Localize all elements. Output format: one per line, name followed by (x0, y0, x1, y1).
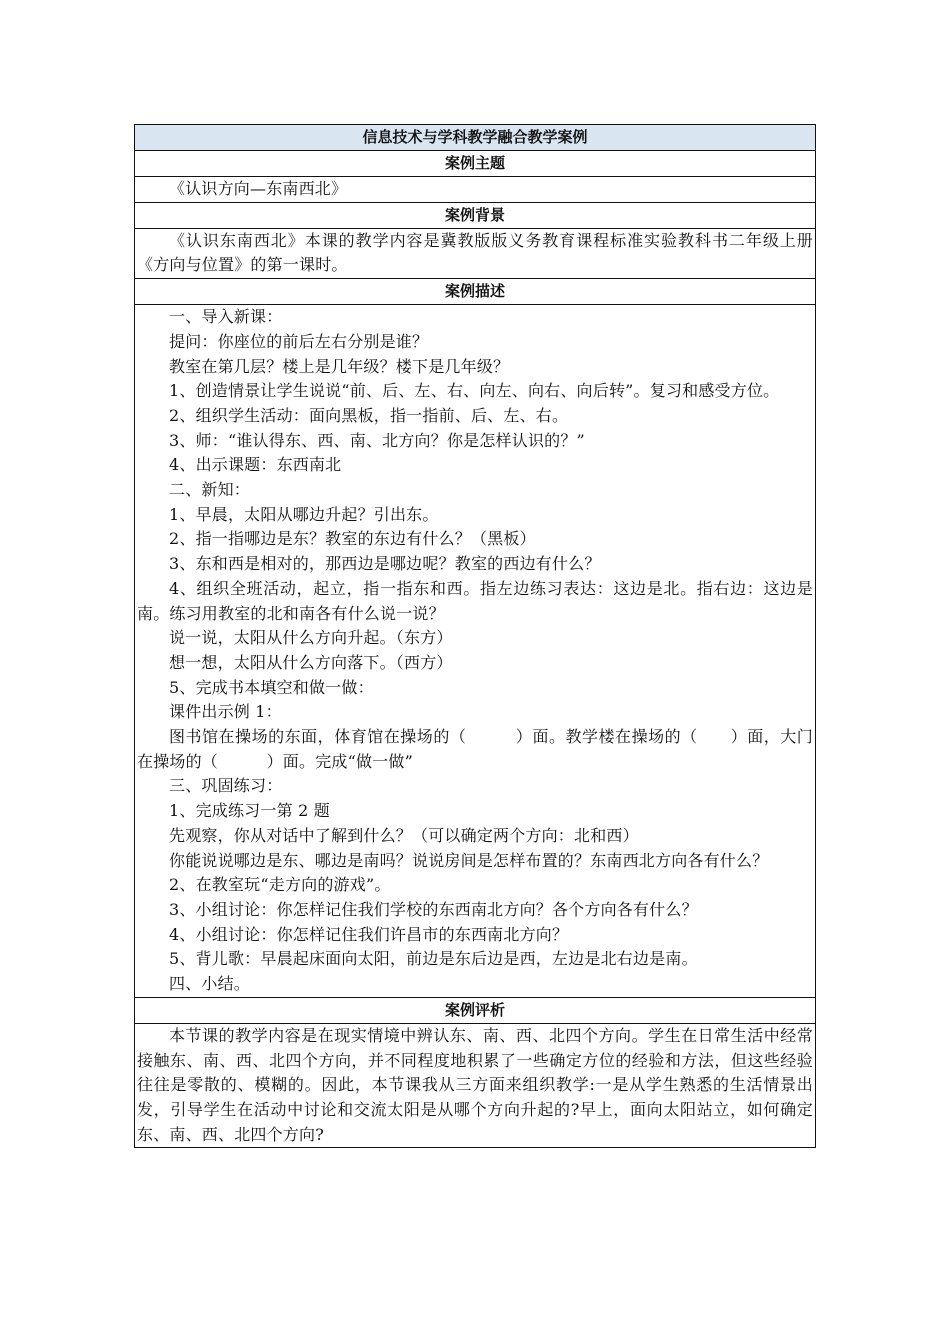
section-heading-row (135, 151, 816, 177)
section-heading-row (135, 202, 816, 228)
paragraph: 3、东和西是相对的，那西边是哪边呢？教室的西边有什么？ (169, 554, 601, 574)
section-heading-theme: 案例主题 (135, 151, 816, 177)
section-body-row (135, 228, 816, 278)
title-row (135, 125, 816, 151)
paragraph: 《认识东南西北》本课的教学内容是冀教版版义务教育课程标准实验教科书二年级上册《方向与位置》的第一课时。 (137, 230, 813, 275)
paragraph: 4、出示课题：东西南北 (169, 455, 342, 475)
section-heading-description: 案例描述 (135, 279, 816, 305)
paragraph: 1、早晨，太阳从哪边升起？引出东。 (169, 504, 439, 524)
section-heading-row (135, 279, 816, 305)
paragraph: 4、组织全班活动，起立，指一指东和西。指左边练习表达：这边是北。指右边：这边是南。练习用教室的北和南各有什么说一说？ (137, 578, 813, 623)
paragraph: 说一说，太阳从什么方向升起。（东方） (169, 628, 453, 648)
paragraph: 四、小结。 (169, 974, 251, 994)
section-body-row (135, 305, 816, 998)
paragraph: 二、新知： (169, 480, 251, 500)
paragraph: 图书馆在操场的东面，体育馆在操场的（ ）面。教学楼在操场的（ ）面，大门在操场的（ ）面。完成“做一做” (137, 727, 813, 771)
paragraph: 本节课的教学内容是在现实情境中辨认东、南、西、北四个方向。学生在日常生活中经常接触东、南、西、北四个方向，并不同程度地积累了一些确定方位的经验和方法，但这些经验往往是零散的、模糊的。因此，本节课我从三方面来组织教学:一是从学生熟悉的生活情景出发，引导学生在活动中讨论和交流太阳是从哪个方向升起的?早上，面向太阳站立，如何确定东、南、西、北四个方向? (137, 1025, 813, 1144)
paragraph: 5、背儿歌：早晨起床面向太阳，前边是东后边是西，左边是北右边是南。 (169, 949, 698, 969)
case-table (134, 124, 816, 1148)
paragraph: 1、完成练习一第 2 题 (169, 801, 330, 821)
paragraph: 3、师：“谁认得东、西、南、北方向？你是怎样认识的？” (169, 430, 585, 450)
paragraph: 提问：你座位的前后左右分别是谁？ (169, 331, 429, 351)
paragraph: 三、巩固练习： (169, 776, 283, 796)
paragraph: 2、组织学生活动：面向黑板，指一指前、后、左、右。 (169, 405, 569, 425)
paragraph: 你能说说哪边是东、哪边是南吗？说说房间是怎样布置的？东南西北方向各有什么？ (169, 850, 769, 870)
paragraph: 教室在第几层？楼上是几年级？楼下是几年级？ (169, 356, 510, 376)
paragraph: 3、小组讨论：你怎样记住我们学校的东西南北方向？各个方向各有什么？ (169, 899, 698, 919)
section-body-description (135, 305, 816, 998)
paragraph: 一、导入新课： (169, 307, 283, 327)
paragraph: 4、小组讨论：你怎样记住我们许昌市的东西南北方向？ (169, 924, 569, 944)
paragraph: 1、创造情景让学生说说“前、后、左、右、向左、向右、向后转”。复习和感受方位。 (169, 381, 780, 401)
document-title: 信息技术与学科教学融合教学案例 (135, 125, 816, 151)
paragraph: 2、在教室玩“走方向的游戏”。 (169, 875, 391, 895)
paragraph: 《认识方向—东南西北》 (169, 179, 348, 198)
section-body-row (135, 1023, 816, 1148)
paragraph: 想一想，太阳从什么方向落下。（西方） (169, 652, 453, 672)
section-heading-analysis: 案例评析 (135, 997, 816, 1023)
section-heading-row (135, 997, 816, 1023)
section-body-theme (135, 177, 816, 203)
section-heading-background: 案例背景 (135, 202, 816, 228)
paragraph: 先观察，你从对话中了解到什么？（可以确定两个方向：北和西） (169, 825, 639, 845)
paragraph: 课件出示例 1： (169, 702, 282, 722)
case-table-body (135, 125, 816, 1148)
section-body-row (135, 177, 816, 203)
paragraph: 2、指一指哪边是东？教室的东边有什么？（黑板） (169, 529, 536, 549)
section-body-background (135, 228, 816, 278)
paragraph: 5、完成书本填空和做一做： (169, 677, 374, 697)
section-body-analysis (135, 1023, 816, 1148)
